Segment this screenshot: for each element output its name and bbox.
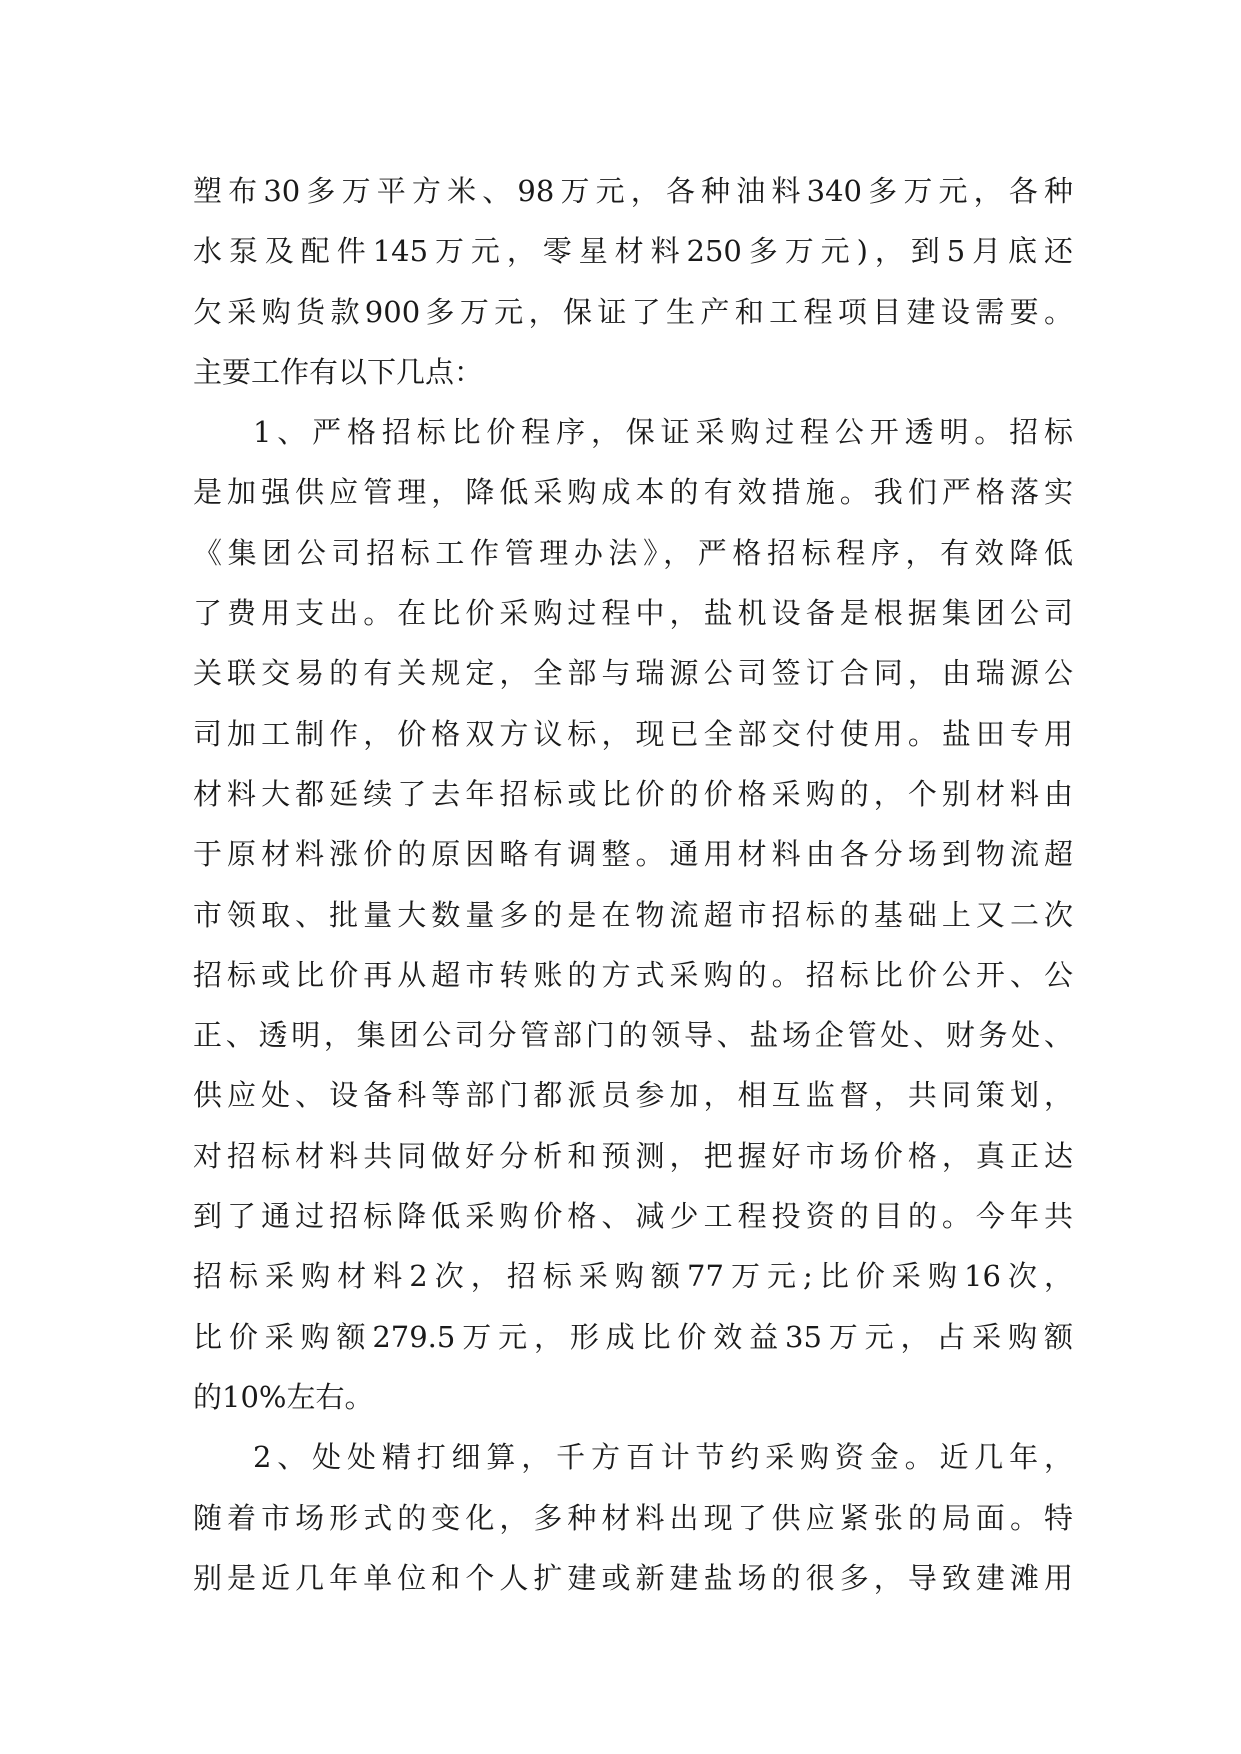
text-line: 司加工制作，价格双方议标，现已全部交付使用。盐田专用 <box>193 716 1073 751</box>
text-line: 比价采购额279.5万元，形成比价效益35万元，占采购额 <box>193 1319 1073 1354</box>
text-line: 《集团公司招标工作管理办法》，严格招标程序，有效降低 <box>193 535 1073 570</box>
text-line: 是加强供应管理，降低采购成本的有效措施。我们严格落实 <box>193 475 1073 510</box>
text-line: 别是近几年单位和个人扩建或新建盐场的很多，导致建滩用 <box>193 1560 1073 1595</box>
text-line: 市领取、批量大数量多的是在物流超市招标的基础上又二次 <box>193 897 1073 932</box>
body-text <box>193 161 1073 1608</box>
text-line: 了费用支出。在比价采购过程中，盐机设备是根据集团公司 <box>193 596 1073 631</box>
text-line: 正、透明，集团公司分管部门的领导、盐场企管处、财务处、 <box>193 1018 1073 1053</box>
text-line: 关联交易的有关规定，全部与瑞源公司签订合同，由瑞源公 <box>193 656 1073 691</box>
text-line: 随着市场形式的变化，多种材料出现了供应紧张的局面。特 <box>193 1500 1073 1535</box>
text-line: 2、处处精打细算，千方百计节约采购资金。近几年， <box>253 1440 1073 1475</box>
text-line: 到了通过招标降低采购价格、减少工程投资的目的。今年共 <box>193 1199 1073 1234</box>
text-line: 水泵及配件145万元，零星材料250多万元)，到5月底还 <box>193 234 1073 269</box>
text-line: 对招标材料共同做好分析和预测，把握好市场价格，真正达 <box>193 1138 1073 1173</box>
text-line: 主要工作有以下几点： <box>193 354 484 389</box>
text-line: 材料大都延续了去年招标或比价的价格采购的，个别材料由 <box>193 776 1073 811</box>
text-line: 招标采购材料2次，招标采购额77万元;比价采购16次， <box>193 1259 1073 1294</box>
text-line: 供应处、设备科等部门都派员参加，相互监督，共同策划， <box>193 1078 1073 1113</box>
text-line: 于原材料涨价的原因略有调整。通用材料由各分场到物流超 <box>193 837 1073 872</box>
text-line: 欠采购货款900多万元，保证了生产和工程项目建设需要。 <box>193 294 1073 329</box>
text-line: 招标或比价再从超市转账的方式采购的。招标比价公开、公 <box>193 957 1073 992</box>
text-line: 塑布30多万平方米、98万元，各种油料340多万元，各种 <box>193 174 1073 208</box>
text-line: 1、严格招标比价程序，保证采购过程公开透明。招标 <box>253 415 1073 450</box>
text-line: 的10%左右。 <box>193 1379 374 1414</box>
